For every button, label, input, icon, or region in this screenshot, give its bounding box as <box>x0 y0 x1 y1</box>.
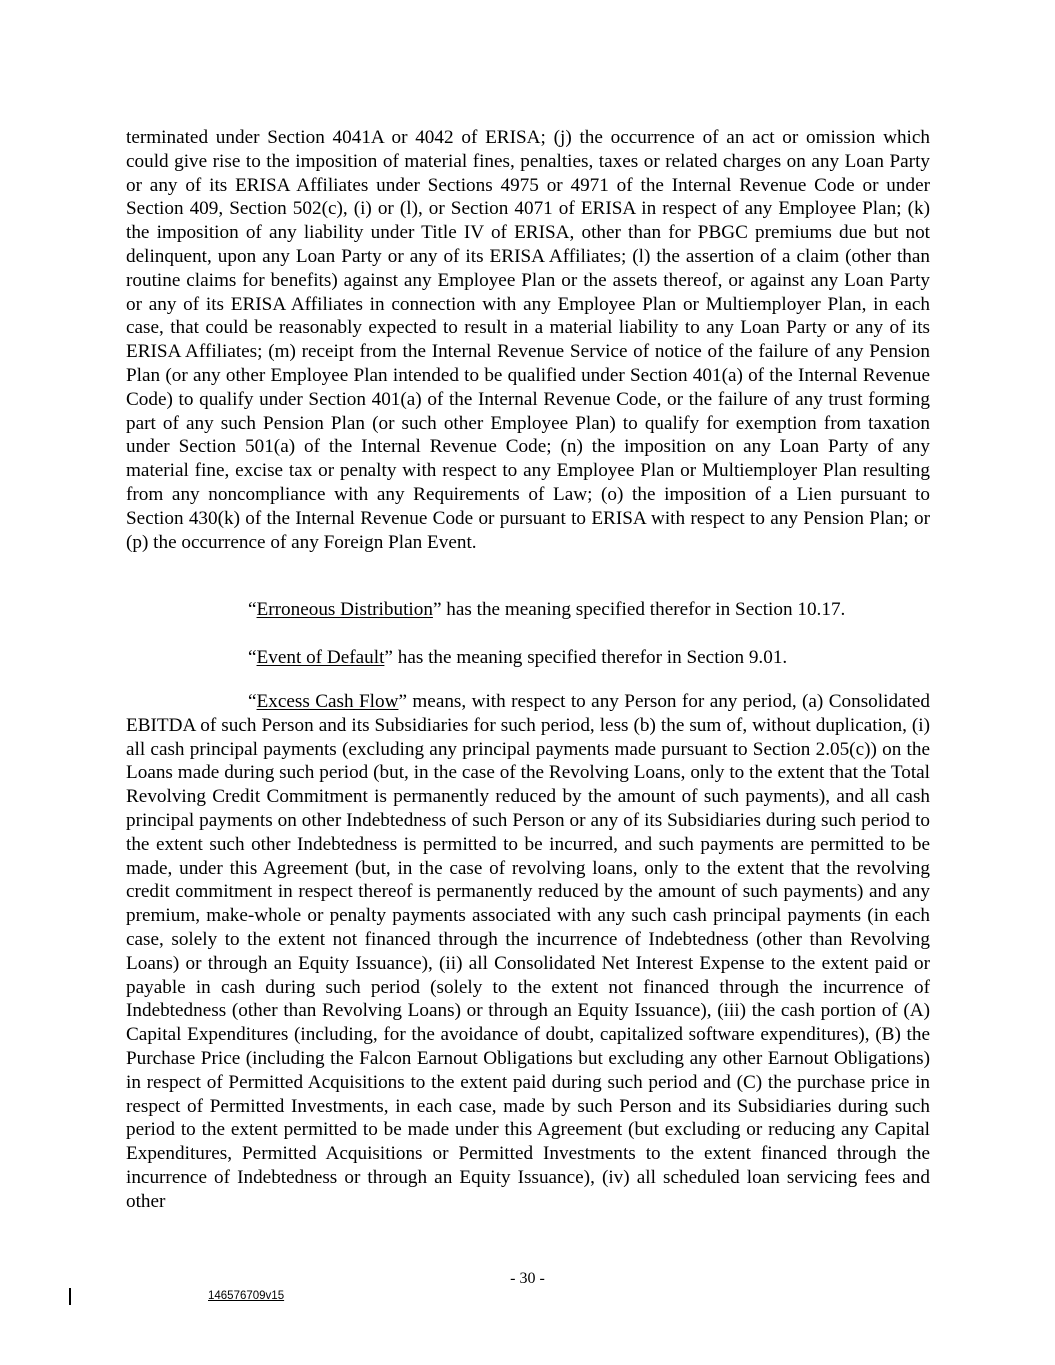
definition-erroneous-distribution <box>126 598 1052 622</box>
defined-term-event-of-default: Event of Default <box>256 647 385 668</box>
definition-text: ” has the meaning specified therefor in Section 10.17. <box>432 599 846 620</box>
revision-change-bar <box>69 1288 71 1305</box>
open-quote: “ <box>248 647 257 668</box>
page-number: - 30 - <box>510 1270 545 1287</box>
document-id: 146576709v15 <box>208 1290 285 1302</box>
erisa-event-continuation-paragraph: terminated under Section 4041A or 4042 of ERISA; (j) the occurrence of an act or omission which could give rise to the imposition of material fines, penalties, taxes or related charges on any Loan Party or any of its ERISA Affiliates under Sections 4975 or 4971 of the Internal Revenue Code or under Section 409, Section 502(c), (i) or (l), or Section 4071 of ERISA in respect of any Employee Plan; (k) the imposition of any liability under Title IV of ERISA, other than for PBGC premiums due but not delinquent, upon any Loan Party or any of its ERISA Affiliates; (l) the assertion of a claim (other than routine claims for benefits) against any Employee Plan or the assets thereof, or against any Loan Party or any of its ERISA Affiliates in connection with any Employee Plan or Multiemployer Plan, in each case, that could be reasonably expected to result in a material liability to any Loan Party or any of its ERISA Affiliates; (m) receipt from the Internal Revenue Service of notice of the failure of any Pension Plan (or any other Employee Plan intended to be qualified under Section 401(a) of the Internal Revenue Code) to qualify under Section 401(a) of the Internal Revenue Code, or the failure of any trust forming part of any such Pension Plan (or such other Employee Plan) to qualify for exemption from taxation under Section 501(a) of the Internal Revenue Code; (n) the imposition on any Loan Party of any material fine, excise tax or penalty with respect to any Employee Plan or Multiemployer Plan resulting from any noncompliance with any Requirements of Law; (o) the imposition of a Lien pursuant to Section 430(k) of the Internal Revenue Code or pursuant to ERISA with respect to any Pension Plan; or (p) the occurrence of any Foreign Plan Event. <box>126 127 930 553</box>
definition-event-of-default <box>126 646 1052 670</box>
defined-term-erroneous-distribution: Erroneous Distribution <box>256 599 433 620</box>
open-quote: “ <box>248 599 257 620</box>
open-quote: “ <box>248 691 257 712</box>
definition-text: ” means, with respect to any Person for any period, (a) Consolidated EBITDA of such Person and its Subsidiaries for such period, less (b) the sum of, without duplication, (i) all cash principal payments (excluding any principal payments made pursuant to Section 2.05(c)) on the Loans made during such period (but, in the case of the Revolving Loans, only to the extent that the Total Revolving Credit Commitment is permanently reduced by the amount of such payments), and all cash principal payments on other Indebtedness of such Person or any of its Subsidiaries during such period to the extent such other Indebtedness is permitted to be incurred, and such payments are permitted to be made, under this Agreement (but, in the case of revolving loans, only to the extent that the revolving credit commitment in respect thereof is permanently reduced by the amount of such payments) and any premium, make-whole or penalty payments associated with any such cash principal payments (in each case, solely to the extent not financed through the incurrence of Indebtedness (other than Revolving Loans) or through an Equity Issuance), (ii) all Consolidated Net Interest Expense to the extent paid or payable in cash during such period (solely to the extent not financed through the incurrence of Indebtedness (other than Revolving Loans) or through an Equity Issuance), (iii) the cash portion of (A) Capital Expenditures (including, for the avoidance of doubt, capitalized software expenditures), (B) the Purchase Price (including the Falcon Earnout Obligations but excluding any other Earnout Obligations) in respect of Permitted Acquisitions to the extent paid during such period and (C) the purchase price in respect of Permitted Investments, in each case, made by such Person and its Subsidiaries during such period to the extent permitted to be made under this Agreement (but excluding or reducing any Capital Expenditures, Permitted Acquisitions or Permitted Investments to the extent financed through the incurrence of Indebtedness or through an Equity Issuance), (iv) all scheduled loan servicing fees and other <box>126 691 930 1212</box>
definition-excess-cash-flow <box>126 690 930 1214</box>
defined-term-excess-cash-flow: Excess Cash Flow <box>256 691 399 712</box>
definition-text: ” has the meaning specified therefor in Section 9.01. <box>384 647 788 668</box>
